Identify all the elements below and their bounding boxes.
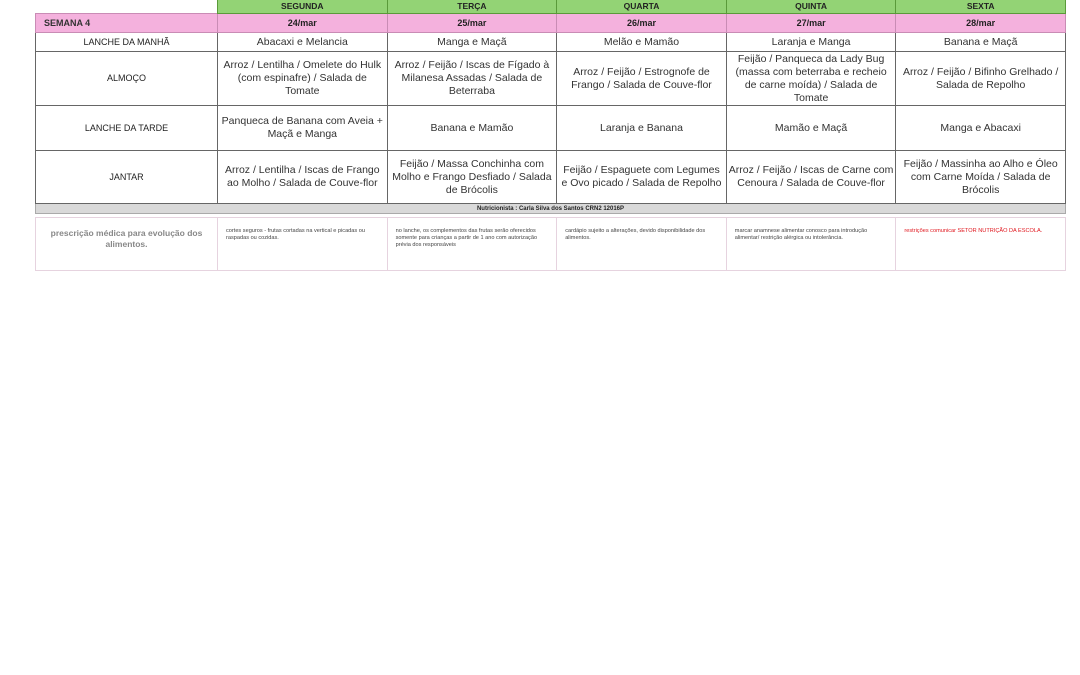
meal-cell: Mamão e Maçã: [726, 106, 896, 151]
meal-cell: Arroz / Feijão / Bifinho Grelhado / Salada de Repolho: [896, 52, 1066, 106]
meal-row-lunch: [36, 52, 1066, 106]
day-monday: SEGUNDA: [218, 0, 388, 14]
nutritionist-row: [36, 204, 1066, 214]
meal-cell: Abacaxi e Melancia: [218, 33, 388, 52]
notes-row: [36, 218, 1066, 271]
meal-cell: Melão e Mamão: [557, 33, 727, 52]
meal-label: ALMOÇO: [36, 52, 218, 106]
meal-cell: Arroz / Lentilha / Iscas de Frango ao Molho / Salada de Couve-flor: [218, 151, 388, 204]
meal-row-morning-snack: [36, 33, 1066, 52]
week-label: SEMANA 4: [36, 14, 218, 33]
meal-cell: Feijão / Massa Conchinha com Molho e Frango Desfiado / Salada de Brócolis: [387, 151, 557, 204]
corner-cell: [36, 0, 218, 14]
day-friday: SEXTA: [896, 0, 1066, 14]
meal-cell: Laranja e Manga: [726, 33, 896, 52]
meal-cell: Feijão / Panqueca da Lady Bug (massa com beterraba e recheio de carne moída) / Salada de Tomate: [726, 52, 896, 106]
meal-cell: Manga e Abacaxi: [896, 106, 1066, 151]
meal-cell: Banana e Mamão: [387, 106, 557, 151]
meal-cell: Banana e Maçã: [896, 33, 1066, 52]
day-header-row: [36, 0, 1066, 14]
note-cell-warning: restrições comunicar SETOR NUTRIÇÃO DA ESCOLA.: [896, 218, 1066, 271]
weekly-menu-table: [35, 0, 1066, 271]
meal-row-afternoon-snack: [36, 106, 1066, 151]
date-tuesday: 25/mar: [387, 14, 557, 33]
meal-cell: Arroz / Feijão / Iscas de Fígado à Milanesa Assadas / Salada de Beterraba: [387, 52, 557, 106]
date-wednesday: 26/mar: [557, 14, 727, 33]
meal-row-dinner: [36, 151, 1066, 204]
meal-label: LANCHE DA TARDE: [36, 106, 218, 151]
meal-cell: Feijão / Espaguete com Legumes e Ovo picado / Salada de Repolho: [557, 151, 727, 204]
note-cell: cortes seguros - frutas cortadas na vertical e picadas ou raspadas ou cozidas.: [218, 218, 388, 271]
meal-label: JANTAR: [36, 151, 218, 204]
day-wednesday: QUARTA: [557, 0, 727, 14]
note-cell: marcar anamnese alimentar conosco para introdução alimentar/ restrição alérgica ou intolerância.: [726, 218, 896, 271]
note-cell: no lanche, os complementos das frutas serão oferecidos somente para crianças a partir de 1 ano com autorização prévia dos responsáveis: [387, 218, 557, 271]
note-cell: cardápio sujeito a alterações, devido disponibilidade dos alimentos.: [557, 218, 727, 271]
date-thursday: 27/mar: [726, 14, 896, 33]
menu-sheet: [35, 0, 1065, 271]
date-monday: 24/mar: [218, 14, 388, 33]
meal-cell: Feijão / Massinha ao Alho e Óleo com Carne Moída / Salada de Brócolis: [896, 151, 1066, 204]
meal-cell: Arroz / Lentilha / Omelete do Hulk (com espinafre) / Salada de Tomate: [218, 52, 388, 106]
day-thursday: QUINTA: [726, 0, 896, 14]
notes-label: prescrição médica para evolução dos alimentos.: [36, 218, 218, 271]
meal-cell: Arroz / Feijão / Estrognofe de Frango / Salada de Couve-flor: [557, 52, 727, 106]
day-tuesday: TERÇA: [387, 0, 557, 14]
date-friday: 28/mar: [896, 14, 1066, 33]
meal-cell: Panqueca de Banana com Aveia + Maçã e Manga: [218, 106, 388, 151]
week-row: [36, 14, 1066, 33]
meal-label: LANCHE DA MANHÃ: [36, 33, 218, 52]
meal-cell: Arroz / Feijão / Iscas de Carne com Cenoura / Salada de Couve-flor: [726, 151, 896, 204]
meal-cell: Manga e Maçã: [387, 33, 557, 52]
meal-cell: Laranja e Banana: [557, 106, 727, 151]
nutritionist-credit: Nutricionista : Carla Silva dos Santos CRN2 12016P: [36, 204, 1066, 214]
